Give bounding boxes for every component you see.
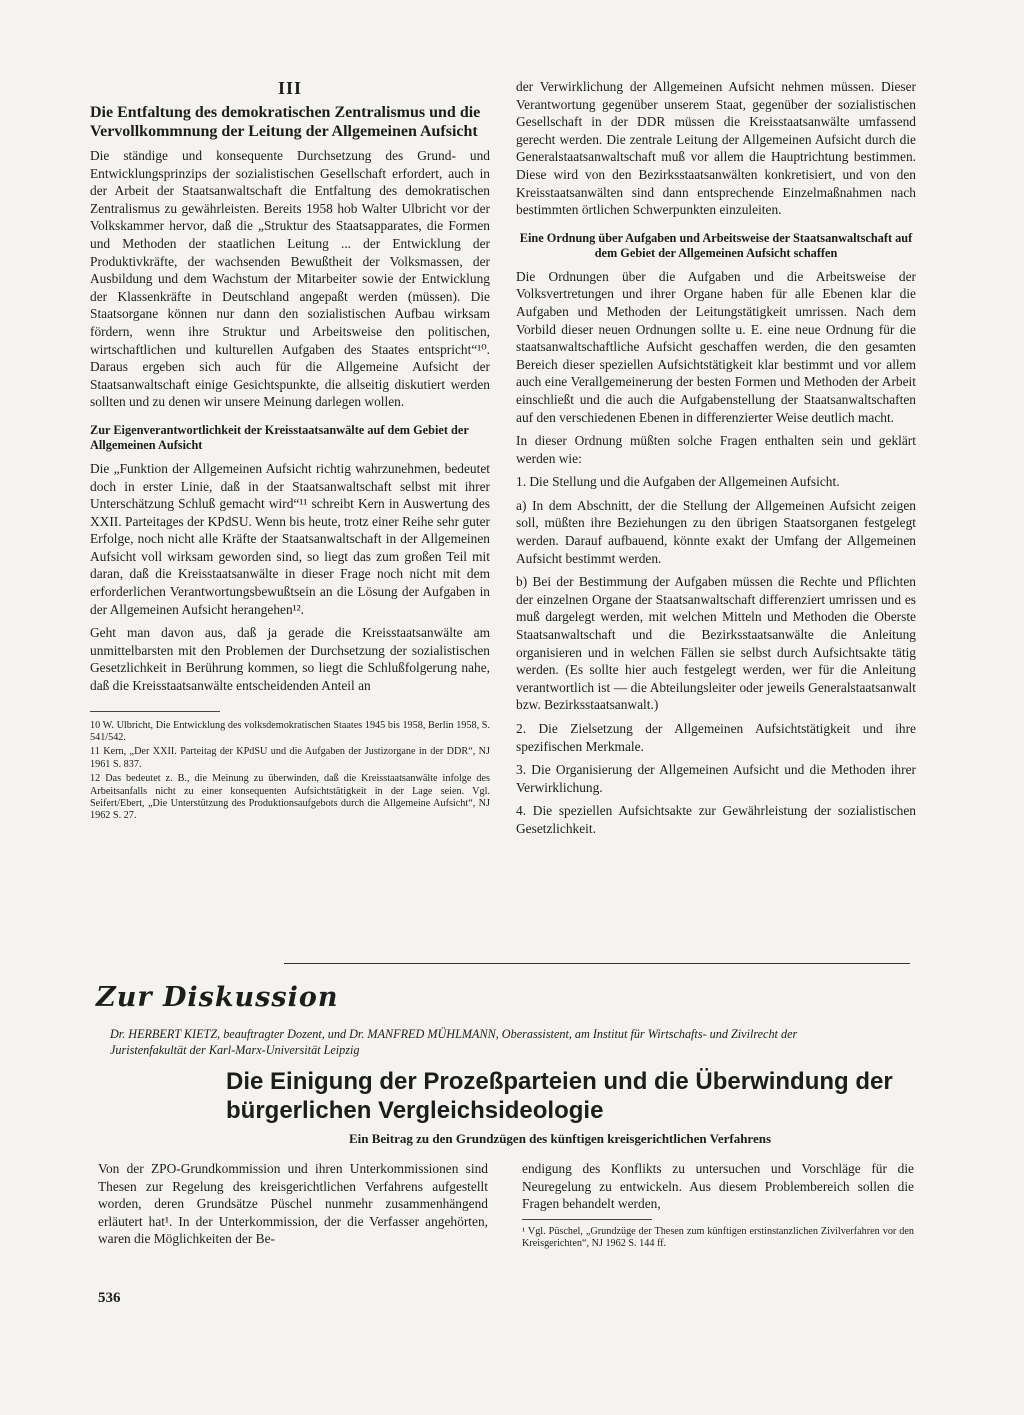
paragraph: der Verwirklichung der Allgemeinen Aufsicht nehmen müssen. Dieser Verantwortung gegenüber unserem Staat, gegenüber der sozialistischen Gesellschaft in der DDR müssen die Kreisstaatsanwälte umfassend gerecht werden. Die zentrale Leitung der Allgemeinen Aufsicht durch die Generalstaatsanwaltschaft muß vor allem die Hauptrichtung bestimmen. Diese wird von den Bezirksstaatsanwälten konkretisiert, und von den Kreisstaatsanwälten sind dann entsprechende Einzelmaßnahmen nach bestimmten örtlichen Schwerpunkten einzuleiten. [516,79,916,218]
footnote: ¹ Vgl. Püschel, „Grundzüge der Thesen zum künftigen erstinstanzlichen Zivilverfahren vor den Kreisgerichten“, NJ 1962 S. 144 ff. [522,1225,914,1250]
list-item: 1. Die Stellung und die Aufgaben der Allgemeinen Aufsicht. [516,474,840,490]
right-column [516,78,916,844]
rubric-heading: Zur Diskussion [96,982,339,1013]
page-number: 536 [98,1290,121,1306]
section-title: Die Entfaltung des demokratischen Zentralismus und die Vervollkommnung der Leitung der Allgemeinen Aufsicht [90,104,481,140]
paragraph: Die „Funktion der Allgemeinen Aufsicht richtig wahrzunehmen, bedeutet doch in erster Linie, daß in der Staatsanwaltschaft selbst mit ihrer Unterschätzung Schluß gemacht wird“¹¹ schreibt Kern in Auswertung des XXII. Parteitages der KPdSU. Wenn bis heute, trotz einer Reihe sehr guter Erfolge, noch nicht alle Kräfte der Staatsanwaltschaft in der Allgemeinen Aufsicht voll wirksam geworden sind, so liegt das zum großen Teil mit daran, daß die Kreisstaatsanwälte in dieser Frage noch nicht mit dem erforderlichen Verantwortungsbewußtsein an die Lösung der Aufgaben in der Allgemeinen Aufsicht herangehen¹². [90,460,490,617]
subheading: Eine Ordnung über Aufgaben und Arbeitsweise der Staatsanwaltschaft auf dem Gebiet der Allgemeinen Aufsicht schaffen [519,230,913,261]
paragraph: Von der ZPO-Grundkommission und ihren Unterkommissionen sind Thesen zur Regelung des kreisgerichtlichen Verfahrens aufgestellt worden, deren Grundsätze Püschel nunmehr zusammenhängend erläutert hat¹. In der Unterkommission, der die Verfasser angehörten, waren die Möglichkeiten der Be- [98,1161,488,1247]
list-item: 3. Die Organisierung der Allgemeinen Aufsicht und die Methoden ihrer Verwirklichung. [516,762,916,795]
footnote-divider [522,1219,652,1220]
paragraph: Die Ordnungen über die Aufgaben und die Arbeitsweise der Volksvertretungen und ihrer Organe haben für alle Ebenen klar die Aufgaben und Methoden der Leitungstätigkeit umrissen. Nach dem Vorbild dieser neuen Ordnungen sollte u. E. eine neue Ordnung für die staatsanwaltschaftliche Aufsicht geschaffen werden, die den gesamten Bereich dieser speziellen Aufsichtstätigkeit klar bestimmt und vor allem auch eine Verallgemeinerung der besten Formen und Methoden der Arbeit einschließt und die auch die Aufgabenstellung der Staatsanwaltschaften auf den verschiedenen Ebenen in differenzierter Weise deutlich macht. [516,268,916,425]
paragraph: endigung des Konflikts zu untersuchen und Vorschläge für die Neuregelung zu entwickeln. Aus diesem Problembereich sollen die Fragen behandelt werden, [522,1161,914,1212]
subheading: Zur Eigenverantwortlichkeit der Kreisstaatsanwälte auf dem Gebiet der Allgemeinen Aufsicht [90,422,469,453]
list-item: 2. Die Zielsetzung der Allgemeinen Aufsichtstätigkeit und ihre spezifischen Merkmale. [516,721,916,754]
section-divider [284,963,910,964]
article-subtitle: Ein Beitrag zu den Grundzügen des künftigen kreisgerichtlichen Verfahrens [348,1131,772,1146]
list-item: 4. Die speziellen Aufsichtsakte zur Gewährleistung der sozialistischen Gesetzlichkeit. [516,803,916,836]
article-title: Die Einigung der Prozeßparteien und die Überwindung der bürgerlichen Vergleichsideologie [226,1068,893,1124]
section-number: III [277,78,302,98]
article-left-column [98,1160,488,1254]
article-right-column [522,1160,914,1253]
footnote-divider [90,711,220,712]
footnote: 10 W. Ulbricht, Die Entwicklung des volksdemokratischen Staates 1945 bis 1958, Berlin 1958, S. 541/542. [90,719,490,744]
footnote: 12 Das bedeutet z. B., die Meinung zu überwinden, daß die Kreisstaatsanwälte infolge des Arbeitsanfalls nicht zu einer konsequenten Aufsichtstätigkeit in der Lage seien. Vgl. Seifert/Ebert, „Die Unterstützung des Produktionsaufgebots durch die Allgemeine Aufsicht“, NJ 1962 S. 27. [90,773,490,822]
article-authors: Dr. HERBERT KIETZ, beauftragter Dozent, und Dr. MANFRED MÜHLMANN, Oberassistent, am Institut für Wirtschafts- und Zivilrecht der Juristenfakultät der Karl-Marx-Universität Leipzig [110,1027,798,1057]
paragraph: In dieser Ordnung müßten solche Fragen enthalten sein und geklärt werden wie: [516,433,916,466]
left-column [90,78,490,825]
footnote: 11 Kern, „Der XXII. Parteitag der KPdSU und die Aufgaben der Justizorgane in der DDR“, NJ 1961 S. 837. [90,746,490,770]
paragraph: Geht man davon aus, daß ja gerade die Kreisstaatsanwälte am unmittelbarsten mit den Problemen der Durchsetzung der sozialistischen Gesetzlichkeit in Berührung kommen, so liegt die Schlußfolgerung nahe, daß die Kreisstaatsanwälte entscheidenden Anteil an [90,625,490,694]
paragraph: Die ständige und konsequente Durchsetzung des Grund- und Entwicklungsprinzips der sozialistischen Gesellschaft erfordert, auch in der Arbeit der Staatsanwaltschaft die Entfaltung des demokratischen Zentralismus zu gewährleisten. Bereits 1958 hob Walter Ulbricht vor der Volkskammer hervor, daß die „Struktur des Staatsapparates, die Formen und Methoden der staatlichen Leitung ... der Entwicklung der Produktivkräfte, der wachsenden Bewußtheit der Volksmassen, der Ausbildung und dem Wachstum der Mitarbeiter sowie der Entwicklung der Klassenkräfte in Deutschland angepaßt werden (müssen). Die Staatsorgane können nur dann den sozialistischen Aufbau wirksam fördern, wenn ihre Struktur und Arbeitsweise den politischen, wirtschaftlichen und kulturellen Aufgaben des Staates entspricht“¹⁰. Daraus ergeben sich auch für die Allgemeine Aufsicht der Staatsanwaltschaft einige Gesichtspunkte, die allseitig diskutiert werden sollten und zu denen wir unsere Meinung darlegen wollen. [90,148,490,410]
list-item: a) In dem Abschnitt, der die Stellung der Allgemeinen Aufsicht zeigen soll, müßten ihre Beziehungen zu den übrigen Staatsorganen festgelegt werden. Darauf aufbauend, könnte exakt der Umfang der Allgemeinen Aufsicht bestimmt werden. [516,497,916,566]
list-item: b) Bei der Bestimmung der Aufgaben müssen die Rechte und Pflichten der einzelnen Organe der Staatsanwaltschaft differenziert umrissen und es muß dargelegt werden, mit welchen Mitteln und Methoden die Oberste Staatsanwaltschaft und die Bezirksstaatsanwälte die Anleitung organisieren und in welchen Fällen sie selbst durch Aufsichtsakte tätig werden. (Es sollte hier auch festgelegt werden, wer für die Anleitung verantwortlich ist — die Abteilungsleiter oder jeweils Generalstaatsanwalt bzw. Bezirksstaatsanwalt.) [516,574,916,713]
